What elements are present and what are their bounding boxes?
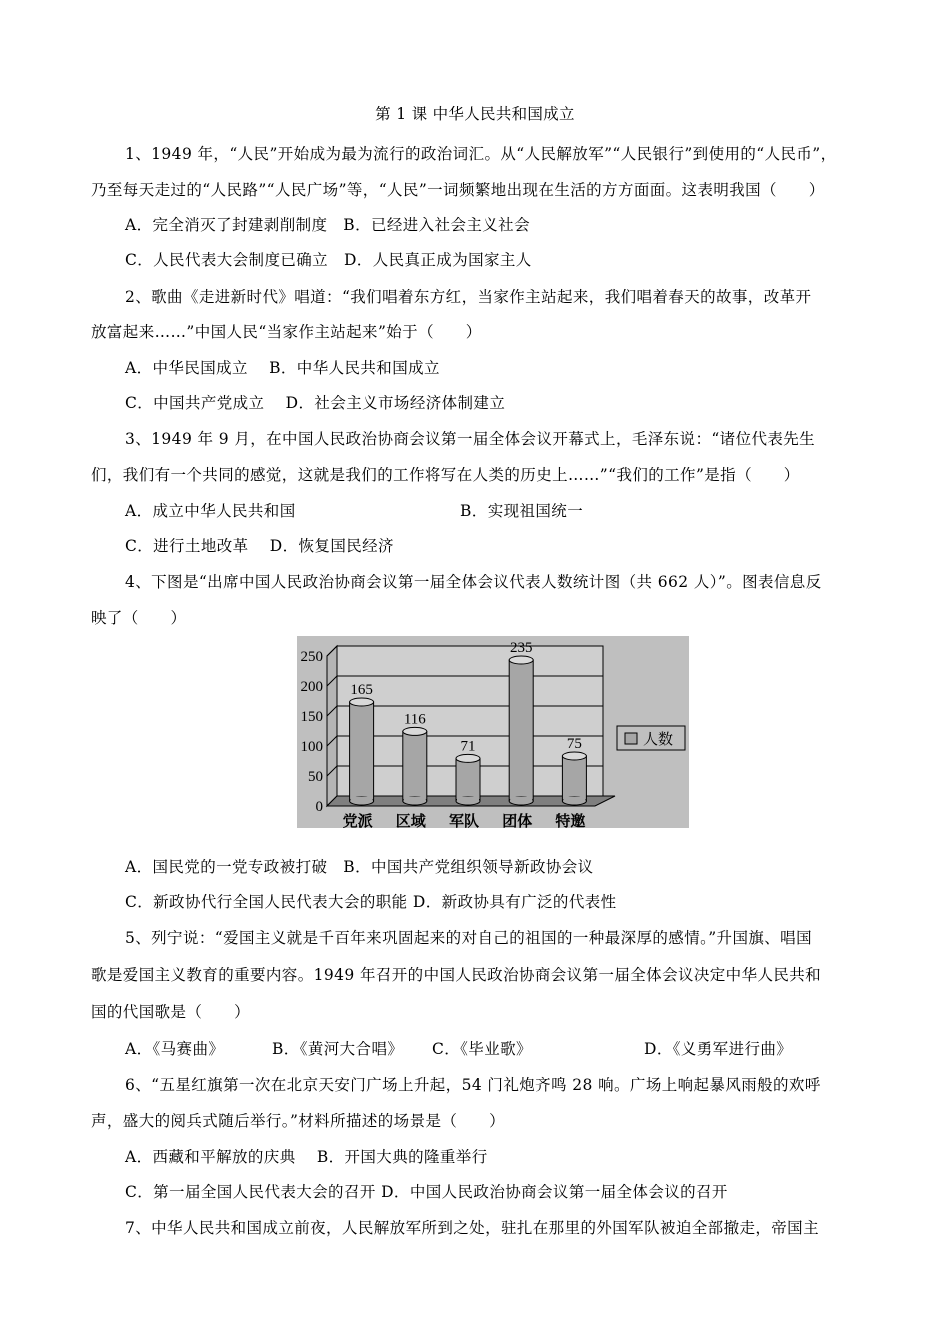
question-5-option-c: C．《毕业歌》 (432, 1040, 532, 1058)
question-3-option-b: B．实现祖国统一 (460, 502, 584, 520)
bar-base-cover (351, 797, 373, 801)
question-4-line-1: 4、下图是“出席中国人民政治协商会议第一届全体会议代表人数统计图（共 662 人）”。图表信息反 (125, 573, 822, 591)
x-tick-label: 团体 (502, 812, 533, 828)
bar-base-cover (510, 797, 532, 801)
question-5-line-2: 歌是爱国主义教育的重要内容。1949 年召开的中国人民政治协商会议第一届全体会议决定中华人民共和 (91, 966, 822, 984)
question-5-option-a: A．《马赛曲》 (125, 1040, 225, 1058)
bar-top (562, 752, 586, 760)
question-4-line-2: 映了（ ） (91, 609, 187, 627)
question-6-line-2: 声，盛大的阅兵式随后举行。”材料所描述的场景是（ ） (91, 1112, 505, 1130)
delegate-bar-chart (297, 636, 689, 828)
question-1-line-2: 乃至每天走过的“人民路”“人民广场”等，“人民”一词频繁地出现在生活的方方面面。这表明我国（ ） (91, 181, 825, 199)
x-tick-label: 党派 (342, 812, 373, 828)
question-4-options-ab: A．国民党的一党专政被打破 B．中国共产党组织领导新政协会议 (125, 858, 594, 876)
question-6-line-1: 6、“五星红旗第一次在北京天安门广场上升起，54 门礼炮齐鸣 28 响。广场上响起暴风雨般的欢呼 (125, 1076, 821, 1094)
question-3-options-cd: C．进行土地改革 D．恢复国民经济 (125, 537, 394, 555)
y-tick-label: 100 (300, 739, 323, 755)
question-6-options-cd: C．第一届全国人民代表大会的召开 D．中国人民政治协商会议第一届全体会议的召开 (125, 1183, 728, 1201)
question-6-options-ab: A．西藏和平解放的庆典 B．开国大典的隆重举行 (125, 1148, 488, 1166)
question-3-option-a: A．成立中华人民共和国 (125, 502, 296, 520)
question-5-line-3: 国的代国歌是（ ） (91, 1003, 251, 1021)
bar-区域 (403, 731, 427, 801)
lesson-title-text: 第 1 课 中华人民共和国成立 (375, 105, 575, 123)
y-tick-label: 200 (300, 679, 323, 695)
bar-base-cover (404, 797, 426, 801)
legend-label: 人数 (643, 730, 674, 748)
y-tick-label: 0 (315, 799, 323, 815)
chart-side-wall (327, 646, 337, 806)
data-label: 71 (460, 738, 476, 755)
bar-top (350, 698, 374, 706)
bar-团体 (509, 660, 533, 801)
bar-党派 (350, 702, 374, 801)
question-7-line-1: 7、中华人民共和国成立前夜，人民解放军所到之处，驻扎在那里的外国军队被迫全部撤走，帝国主 (125, 1219, 819, 1237)
question-4-options-cd: C．新政协代行全国人民代表大会的职能 D．新政协具有广泛的代表性 (125, 893, 617, 911)
x-tick-label: 军队 (448, 812, 480, 828)
page-title (0, 102, 950, 124)
bar-军队 (456, 758, 480, 801)
y-tick-label: 150 (300, 709, 323, 725)
legend-swatch (625, 733, 637, 744)
bar-base-cover (563, 797, 585, 801)
bar-top (403, 727, 427, 735)
y-tick-label: 250 (300, 649, 323, 665)
bar-base-cover (457, 797, 479, 801)
question-1-line-1: 1、1949 年，“人民”开始成为最为流行的政治词汇。从“人民解放军”“人民银行”到使用的“人民币”， (125, 145, 837, 163)
data-label: 165 (350, 682, 373, 698)
question-3-line-1: 3、1949 年 9 月，在中国人民政治协商会议第一届全体会议开幕式上，毛泽东说：“诸位代表先生 (125, 430, 816, 448)
question-3-line-2: 们，我们有一个共同的感觉，这就是我们的工作将写在人类的历史上……”“我们的工作”是指（ ） (91, 466, 800, 484)
question-5-line-1: 5、列宁说：“爱国主义就是千百年来巩固起来的对自己的祖国的一种最深厚的感情。”升国旗、唱国 (125, 929, 812, 947)
bar-特邀 (562, 756, 586, 801)
question-5-option-b: B．《黄河大合唱》 (272, 1040, 404, 1058)
bar-top (509, 656, 533, 664)
data-label: 75 (566, 736, 582, 752)
question-1-options-ab: A．完全消灭了封建剥削制度 B．已经进入社会主义社会 (125, 216, 530, 234)
question-2-line-2: 放富起来……”中国人民“当家作主站起来”始于（ ） (91, 323, 482, 341)
question-2-options-cd: C．中国共产党成立 D．社会主义市场经济体制建立 (125, 394, 506, 412)
bar-chart-svg (297, 636, 689, 828)
data-label: 235 (509, 640, 533, 656)
x-tick-label: 特邀 (555, 812, 586, 828)
question-1-options-cd: C．人民代表大会制度已确立 D．人民真正成为国家主人 (125, 251, 532, 269)
y-tick-label: 50 (308, 769, 323, 785)
question-2-line-1: 2、歌曲《走进新时代》唱道：“我们唱着东方红，当家作主站起来，我们唱着春天的故事，改革开 (125, 288, 812, 306)
question-2-options-ab: A．中华民国成立 B．中华人民共和国成立 (125, 359, 440, 377)
x-tick-label: 区域 (395, 812, 426, 828)
data-label: 116 (403, 711, 426, 728)
question-5-option-d: D．《义勇军进行曲》 (644, 1040, 793, 1058)
bar-top (456, 754, 480, 762)
